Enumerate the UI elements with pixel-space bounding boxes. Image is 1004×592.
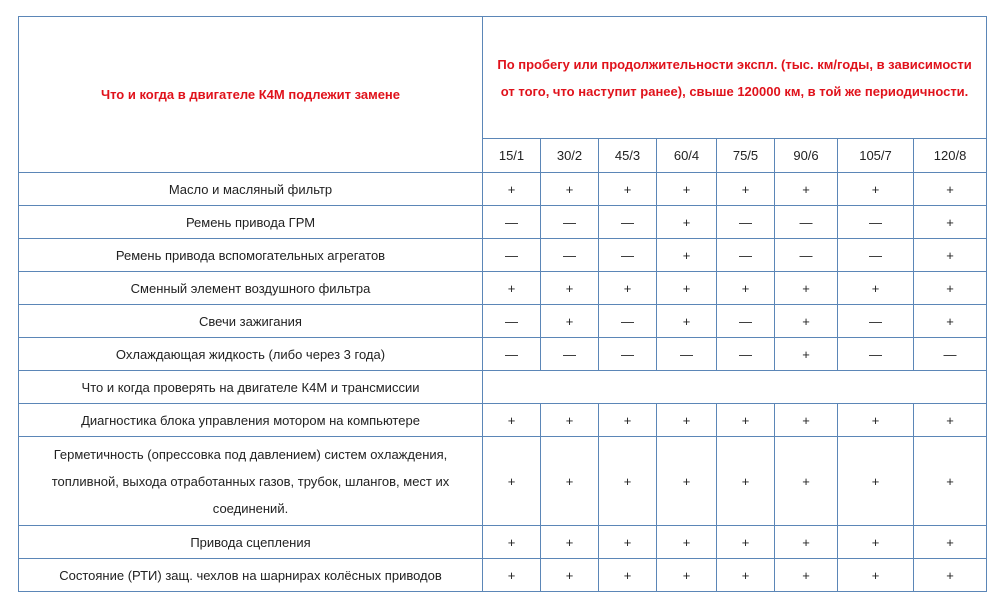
value-cell: + [599,272,657,305]
value-cell: — [717,338,775,371]
value-cell: + [541,526,599,559]
interval-cell: 45/3 [599,139,657,173]
table-row [19,559,987,592]
value-cell: — [599,239,657,272]
value-cell: + [775,526,838,559]
value-cell: + [483,526,541,559]
value-cell: + [717,272,775,305]
value-cell: + [657,559,717,592]
value-cell: + [838,526,914,559]
replace-header-title: Что и когда в двигателе К4М подлежит замене [19,17,483,173]
table-row [19,305,987,338]
maintenance-table-wrapper [18,16,987,592]
item-name: Состояние (РТИ) защ. чехлов на шарнирах колёсных приводов [19,559,483,592]
interval-cell: 90/6 [775,139,838,173]
interval-cell: 105/7 [838,139,914,173]
value-cell: — [838,305,914,338]
value-cell: + [483,437,541,526]
value-cell: + [914,239,987,272]
item-name: Ремень привода ГРМ [19,206,483,239]
table-row [19,404,987,437]
value-cell: + [541,437,599,526]
interval-cell: 30/2 [541,139,599,173]
table-row [19,206,987,239]
value-cell: — [717,206,775,239]
table-row [19,272,987,305]
item-name: Свечи зажигания [19,305,483,338]
value-cell: — [483,338,541,371]
value-cell: + [599,404,657,437]
check-section-title: Что и когда проверять на двигателе К4М и трансмиссии [19,371,483,404]
value-cell: + [838,173,914,206]
value-cell: + [775,173,838,206]
value-cell: + [838,559,914,592]
value-cell: — [838,239,914,272]
interval-cell: 60/4 [657,139,717,173]
value-cell: — [541,338,599,371]
value-cell: — [483,305,541,338]
interval-cell: 15/1 [483,139,541,173]
value-cell: + [717,559,775,592]
value-cell: + [657,404,717,437]
value-cell: + [541,305,599,338]
item-name: Сменный элемент воздушного фильтра [19,272,483,305]
value-cell: + [914,404,987,437]
value-cell: + [599,173,657,206]
value-cell: + [657,272,717,305]
value-cell: + [914,206,987,239]
value-cell: — [838,206,914,239]
value-cell: + [775,305,838,338]
table-row [19,173,987,206]
value-cell: + [914,305,987,338]
value-cell: — [599,338,657,371]
value-cell: — [914,338,987,371]
interval-cell: 75/5 [717,139,775,173]
value-cell: + [775,559,838,592]
item-name: Охлаждающая жидкость (либо через 3 года) [19,338,483,371]
value-cell: + [775,272,838,305]
value-cell: — [541,239,599,272]
value-cell: + [657,173,717,206]
value-cell: + [541,272,599,305]
value-cell: — [599,206,657,239]
value-cell: + [483,272,541,305]
value-cell: — [599,305,657,338]
maintenance-table [18,16,987,592]
interval-cell: 120/8 [914,139,987,173]
table-row [19,338,987,371]
value-cell: + [541,173,599,206]
value-cell: + [599,559,657,592]
value-cell: + [541,404,599,437]
table-row [19,526,987,559]
value-cell: — [775,239,838,272]
value-cell: + [483,559,541,592]
value-cell: + [775,404,838,437]
item-name: Ремень привода вспомогательных агрегатов [19,239,483,272]
check-section-empty-cell [483,371,987,404]
value-cell: + [599,437,657,526]
value-cell: + [717,437,775,526]
value-cell: — [483,239,541,272]
value-cell: — [541,206,599,239]
value-cell: + [914,526,987,559]
value-cell: + [483,404,541,437]
value-cell: + [838,272,914,305]
value-cell: + [775,338,838,371]
table-row [19,437,987,526]
value-cell: + [657,437,717,526]
value-cell: — [717,305,775,338]
value-cell: — [657,338,717,371]
value-cell: + [717,526,775,559]
value-cell: + [914,437,987,526]
item-name: Привода сцепления [19,526,483,559]
value-cell: + [838,404,914,437]
value-cell: + [838,437,914,526]
item-name: Диагностика блока управления мотором на компьютере [19,404,483,437]
header-row [19,17,987,139]
table-row [19,239,987,272]
value-cell: + [914,173,987,206]
value-cell: + [657,305,717,338]
mileage-header-title: По пробегу или продолжительности экспл. (тыс. км/годы, в зависимости от того, что наступит ранее), свыше 120000 км, в той же периодичности. [483,17,987,139]
value-cell: + [657,239,717,272]
value-cell: + [717,173,775,206]
value-cell: — [483,206,541,239]
value-cell: + [775,437,838,526]
value-cell: — [717,239,775,272]
value-cell: + [914,272,987,305]
check-section-row [19,371,987,404]
value-cell: — [775,206,838,239]
value-cell: + [541,559,599,592]
value-cell: + [914,559,987,592]
value-cell: + [657,206,717,239]
item-name: Масло и масляный фильтр [19,173,483,206]
value-cell: + [717,404,775,437]
value-cell: + [483,173,541,206]
value-cell: — [838,338,914,371]
item-name: Герметичность (опрессовка под давлением) систем охлаждения, топливной, выхода отработанных газов, трубок, шлангов, мест их соединений. [19,437,483,526]
value-cell: + [599,526,657,559]
value-cell: + [657,526,717,559]
